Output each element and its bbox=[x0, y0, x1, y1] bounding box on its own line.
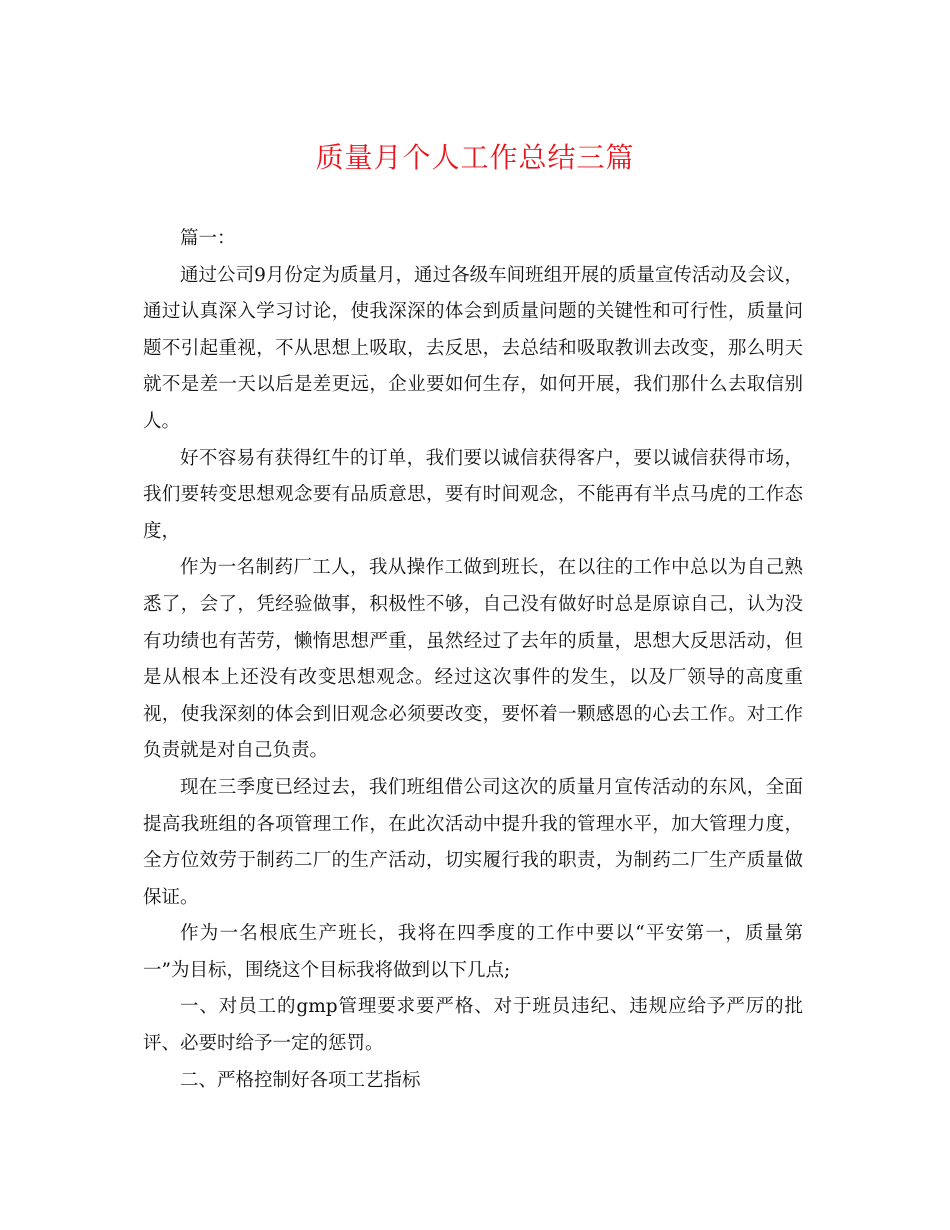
document-body bbox=[143, 221, 803, 1099]
document-title: 质量月个人工作总结三篇 bbox=[315, 141, 635, 174]
paragraph-7: 二、严格控制好各项工艺指标 bbox=[180, 1069, 421, 1091]
paragraph-4: 现在三季度已经过去，我们班组借公司这次的质量月宣传活动的东风，全面提高我班组的各项管理工作，在此次活动中提升我的管理水平，加大管理力度，全方位效劳于制药二厂的生产活动，切实履行我的职责，为制药二厂生产质量做保证。 bbox=[143, 776, 803, 908]
section-label: 篇一： bbox=[180, 228, 236, 249]
paragraph-2: 好不容易有获得红牛的订单，我们要以诚信获得客户，要以诚信获得市场，我们要转变思想观念要有品质意思，要有时间观念，不能再有半点马虎的工作态度， bbox=[143, 447, 803, 542]
paragraph-5: 作为一名根底生产班长，我将在四季度的工作中要以“平安第一，质量第一”为目标，围绕这个目标我将做到以下几点; bbox=[143, 923, 803, 981]
paragraph-6: 一、对员工的gmp管理要求要严格、对于班员违纪、违规应给予严厉的批评、必要时给予一定的惩罚。 bbox=[143, 996, 803, 1055]
paragraph-1: 通过公司9月份定为质量月，通过各级车间班组开展的质量宣传活动及会议，通过认真深入学习讨论，使我深深的体会到质量问题的关键性和可行性，质量问题不引起重视，不从思想上吸取，去反思，去总结和吸取教训去改变，那么明天就不是差一天以后是差更远，企业要如何生存，如何开展，我们那什么去取信别人。 bbox=[143, 264, 803, 432]
paragraph-3: 作为一名制药厂工人，我从操作工做到班长，在以往的工作中总以为自己熟悉了，会了，凭经验做事，积极性不够，自己没有做好时总是原谅自己，认为没有功绩也有苦劳，懒惰思想严重，虽然经过了去年的质量，思想大反思活动，但是从根本上还没有改变思想观念。经过这次事件的发生，以及厂领导的高度重视，使我深刻的体会到旧观念必须要改变，要怀着一颗感恩的心去工作。对工作负责就是对自己负责。 bbox=[143, 557, 803, 762]
